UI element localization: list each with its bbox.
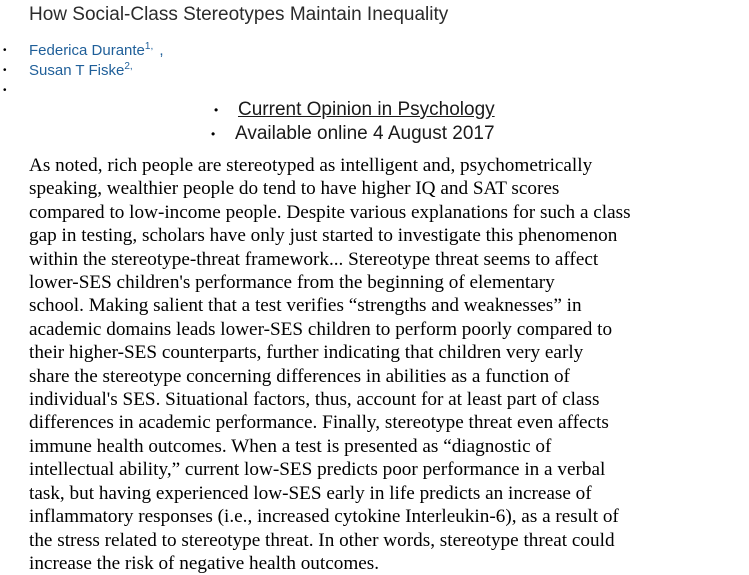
journal-item (0, 98, 749, 122)
author-affiliation-sup: 2, (124, 61, 133, 72)
journal-link[interactable]: Current Opinion in Psychology (238, 99, 495, 120)
article-title: How Social-Class Stereotypes Maintain Inequality (29, 4, 449, 25)
author-separator: , (159, 42, 164, 59)
publication-date: Available online 4 August 2017 (235, 123, 495, 144)
author-link[interactable]: Federica Durante (29, 42, 145, 59)
author-affiliation-sup: 1, (144, 41, 154, 52)
bullet-icon: • (3, 85, 7, 96)
publication-info (0, 98, 749, 146)
author-list (0, 41, 164, 101)
bullet-icon: • (214, 103, 219, 117)
author-item (0, 61, 164, 81)
author-item (0, 41, 164, 61)
excerpt-paragraph: As noted, rich people are stereotyped as intelligent and, psychometrically speaking, wealthier people do tend to have higher IQ and SAT scores compared to low-income people. Despite various explanations for such a class gap in testing, scholars have only just started to investigate this phenomenon within the stereotype-threat framework... Stereotype threat seems to affect lower-SES children's performance from the beginning of elementary school. Making salient that a test verifies “strengths and weaknesses” in academic domains leads lower-SES children to perform poorly compared to their higher-SES counterparts, further indicating that children very early share the stereotype concerning differences in abilities as a function of individual's SES. Situational factors, thus, account for at least part of class differences in academic performance. Finally, stereotype threat even affects immune health outcomes. When a test is presented as “diagnostic of intellectual ability,” current low-SES predicts poor performance in a verbal task, but having experienced low-SES early in life predicts an increase of inflammatory responses (i.e., increased cytokine Interleukin-6), as a result of the stress related to stereotype threat. In other words, stereotype threat could increase the risk of negative health outcomes. (29, 155, 631, 574)
bullet-icon: • (211, 127, 216, 141)
date-item (0, 122, 749, 146)
bullet-icon: • (3, 45, 7, 56)
author-link[interactable]: Susan T Fiske (29, 62, 125, 79)
bullet-icon: • (3, 65, 7, 76)
